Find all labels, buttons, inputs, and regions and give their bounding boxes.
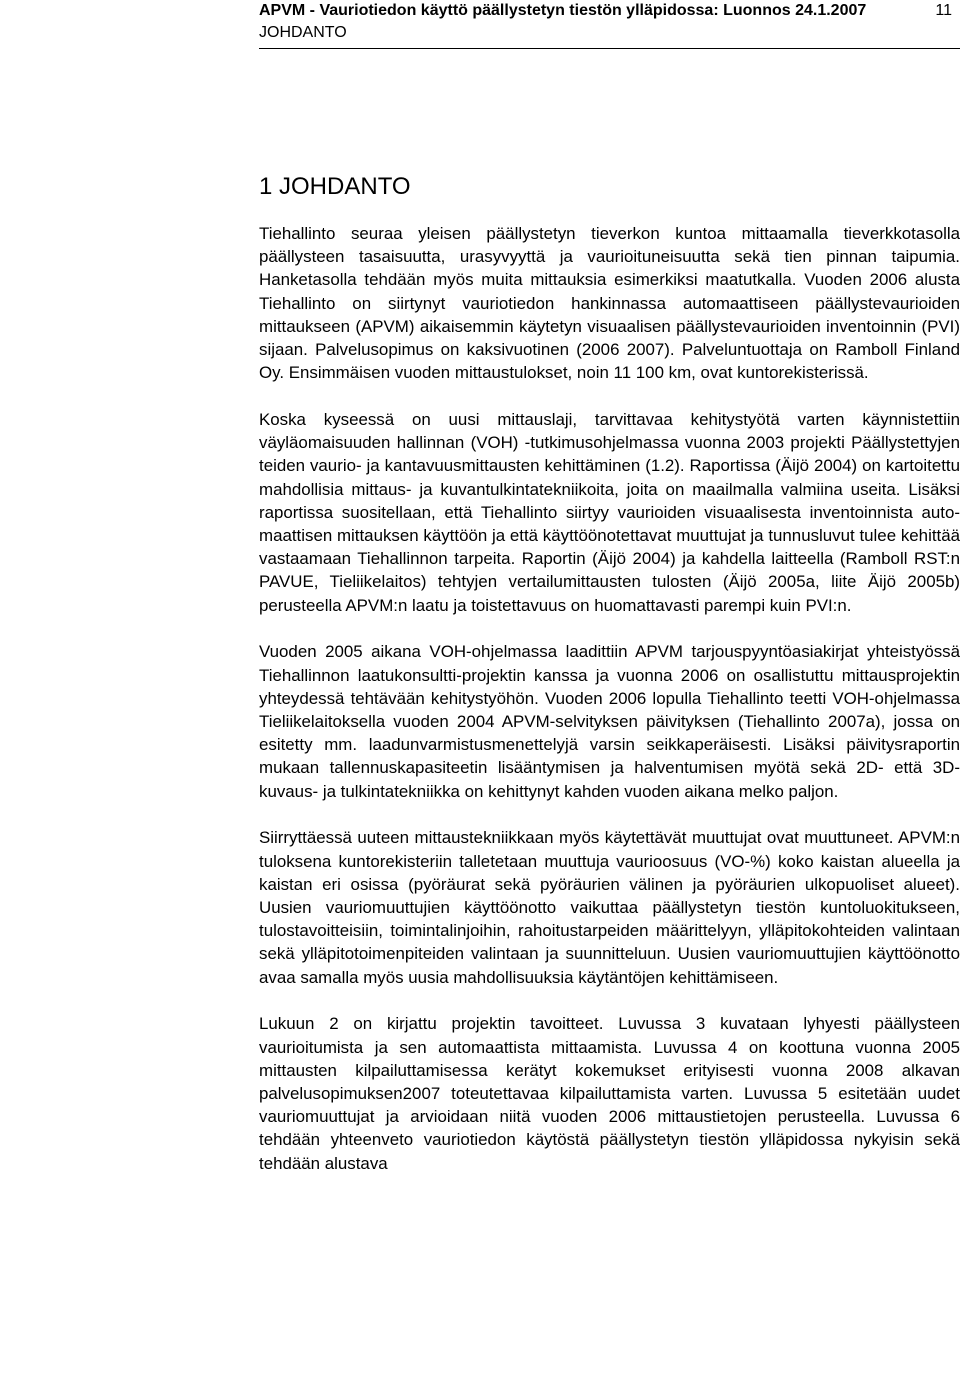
paragraph-3: Vuoden 2005 aikana VOH-ohjelmassa laadittiin APVM tarjouspyyntöasiakirjat yhteistyössä Tiehallinnon laatukonsultti-projektin kanssa ja vuonna 2006 on osallistuttu mittausprojektin yhteydessä tehtävään kehitystyöhön. Vuoden 2006 lopulla Tiehallinto teetti VOH-ohjelmassa Tieliikelaitoksella vuoden 2004 APVM-selvityksen päivityksen (Tiehallinto 2007a), jossa on esitetty mm. laadunvarmistusmenettelyjä varsin seikkaperäisesti. Lisäksi päivitysraportin mukaan tallennuskapasiteetin lisääntymisen ja halventumisen myötä sekä 2D- että 3D-kuvaus- ja tulkintatekniikka on kehittynyt kahden vuoden aikana melko paljon. — [259, 642, 960, 801]
paragraph-1: Tiehallinto seuraa yleisen päällystetyn tieverkon kuntoa mittaamalla tieverkkotasolla päällysteen tasaisuutta, urasyvyyttä ja vaurioituneisuutta sekä tien pinnan taipumia. Hanketasolla tehdään myös muita mittauksia esimerkiksi maatutkalla. Vuoden 2006 alusta Tiehallinto on siirtynyt vauriotiedon hankinnassa automaattiseen päällystevaurioiden mittaukseen (APVM) aikaisemmin käytetyn visuaalisen päällystevaurioiden inventoinnin (PVI) sijaan. Palvelusopimus on kaksivuotinen (2006 2007). Palveluntuottaja on Ramboll Finland Oy. Ensimmäisen vuoden mittaustulokset, noin 11 100 km, ovat kuntorekisterissä. — [259, 224, 960, 383]
header-chapter: JOHDANTO — [259, 24, 347, 41]
paragraph-4: Siirryttäessä uuteen mittaustekniikkaan myös käytettävät muuttujat ovat muuttuneet. APVM:n tuloksena kuntorekisteriin talletetaan muuttuja vaurioosuus (VO-%) koko kaistan alueella ja kaistan eri osissa (pyöräurat sekä pyöräurien välinen ja pyöräurien ulkopuoliset alueet). Uusien vauriomuuttujien käyttöönotto vaikuttaa päällystetyn tiestön kuntoluokitukseen, tulostavoitteisiin, toimintalinjoihin, rahoitustarpeiden määrittelyyn, ylläpitokohteiden valintaan sekä ylläpitotoimenpiteiden valintaan ja suunnitteluun. Uusien vauriomuuttujien käyttöönotto avaa samalla myös uusia mahdollisuuksia käytäntöjen kehittämiseen. — [259, 828, 960, 987]
paragraph-2: Koska kyseessä on uusi mittauslaji, tarvittavaa kehitystyötä varten käynnistettiin väyläomaisuuden hallinnan (VOH) -tutkimusohjelmassa vuonna 2003 projekti Päällystettyjen teiden vaurio- ja kantavuusmittausten kehittäminen (1.2). Raportissa (Äijö 2004) on kartoitettu mahdollisia mittaus- ja kuvantulkintatekniikoita, joita on maailmalla valmiina useita. Lisäksi raportissa suositellaan, että Tiehallinto siirtyy vaurioiden visuaalisesta inventoinnista automaattisen mittauksen käyttöön ja että käyttöönotettavat muuttujat ja tunnusluvut tulee kehittää vastaamaan Tiehallinnon tarpeita. Raportin (Äijö 2004) ja kahdella laitteella (Ramboll RST:n PAVUE, Tieliikelaitos) tehtyjen vertailumittausten tulosten (Äijö 2005a, liite Äijö 2005b) perusteella APVM:n laatu ja toistettavuus on huomattavasti parempi kuin PVI:n. — [259, 410, 960, 615]
running-header — [259, 0, 960, 49]
section-heading: 1 JOHDANTO — [259, 173, 411, 200]
paragraph-5: Lukuun 2 on kirjattu projektin tavoitteet. Luvussa 3 kuvataan lyhyesti päällysteen vaurioitumista ja sen automaattista mittaamista. Luvussa 4 on koottuna vuonna 2005 mittausten kilpailuttamisessa kerätyt kokemukset erityisesti vuonna 2008 alkavan palvelusopimuksen2007 toteutettavaa kilpailuttamista varten. Luvussa 5 esitetään uudet vauriomuuttujat ja arvioidaan niitä vuoden 2006 mittaustietojen perusteella. Luvussa 6 tehdään yhteenveto vauriotiedon käytöstä päällystetyn tiestön ylläpidossa nykyisin sekä tehdään alustava — [259, 1014, 960, 1173]
body-text — [259, 222, 960, 1198]
page-number: 11 — [935, 2, 952, 19]
header-title: APVM - Vauriotiedon käyttö päällystetyn tiestön ylläpidossa: Luonnos 24.1.2007 — [259, 2, 867, 19]
